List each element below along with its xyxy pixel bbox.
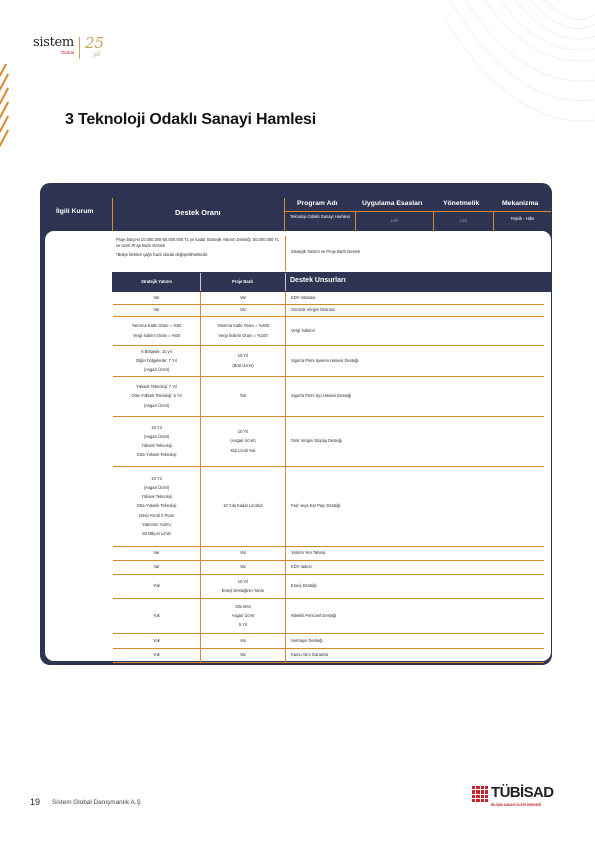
cell-proje-bazli: Var: [239, 637, 247, 643]
cell-stratejik: 50 Milyon Limiti: [142, 531, 171, 536]
column-divider: [285, 316, 286, 345]
logo-years: 25: [84, 34, 105, 52]
header-divider: [112, 198, 113, 231]
row-divider: [113, 546, 544, 547]
column-divider: [285, 416, 286, 466]
cell-destek-unsuru: Sigorta Primi İşveren Hissesi Desteği: [291, 357, 359, 363]
column-divider: [285, 376, 286, 416]
cell-stratejik: Var: [153, 550, 160, 556]
cell-stratejik: Orta-Yüksek Teknoloji: [136, 452, 177, 458]
cell-stratejik: Diğer bölgelerde: 7 Yıl: [136, 357, 177, 363]
header-divider: [284, 198, 285, 231]
page-title: 3 Teknoloji Odaklı Sanayi Hamlesi: [65, 111, 316, 128]
cell-stratejik: Yok: [153, 612, 160, 618]
column-divider: [285, 648, 286, 662]
cell-proje-bazli: Var: [239, 550, 247, 556]
row-divider: [113, 598, 544, 599]
column-divider: [285, 466, 286, 546]
logo-separator: [79, 37, 80, 59]
tubisad-subtitle: BİLİŞİM SANAYİCİLERİ DERNEĞİ: [491, 803, 542, 807]
header-ilgili-kurum: İlgili Kurum: [56, 208, 94, 215]
sistem-global-logo: [33, 36, 104, 59]
logo-sub: Global: [60, 50, 74, 55]
cell-stratejik: Yok: [153, 583, 160, 589]
cell-stratejik: Var: [153, 295, 160, 301]
cell-proje-bazli: 10 Yıl: [237, 353, 249, 359]
cell-stratejik: Var: [153, 307, 160, 313]
cell-stratejik: (Asgari Ücret): [143, 402, 170, 408]
cell-stratejik: Yok: [153, 637, 160, 643]
cell-stratejik: Yatırımın %30'u: [142, 521, 171, 527]
page-number: 19: [30, 797, 41, 807]
cell-destek-unsuru: KDV İadesi: [291, 564, 312, 570]
cell-proje-bazli: (Asgari Ücret): [230, 438, 256, 444]
cell-stratejik: 6 Bölgede: 10 yıl: [141, 348, 172, 354]
cell-proje-bazli: Var: [239, 307, 247, 313]
intro-text: [116, 237, 284, 259]
cell-destek-unsuru: Gelir Vergisi Stopajı Desteği: [291, 438, 342, 444]
cell-stratejik: 10 Yıl: [151, 475, 162, 481]
intro-line2: *Bütçe limitleri çağrı bazlı olarak değişebilmektedir.: [116, 252, 209, 258]
tubisad-grid-icon: [472, 786, 488, 802]
cell-proje-bazli: Var: [239, 564, 247, 570]
column-divider: [285, 304, 286, 316]
yonetmelik-link[interactable]: Link: [459, 218, 468, 223]
subheader-proje-bazli: Proje Bazlı: [232, 279, 253, 284]
cell-proje-bazli: Var: [239, 652, 247, 658]
logo-word: sistem: [33, 35, 74, 50]
cell-stratejik: (Asgari Ücret): [143, 367, 170, 373]
cell-stratejik: (Asgari Ücret): [143, 433, 170, 439]
intro-right: Stratejik Yatırım ve Proje Bazlı Destek: [291, 249, 361, 254]
tubisad-logo: [472, 784, 564, 814]
header-destek-orani: Destek Oranı: [175, 208, 221, 217]
cell-stratejik: Vergi İndirim Oranı = %50: [133, 332, 180, 338]
subheader-divider: [285, 273, 286, 291]
cell-stratejik: Yüksek Teknoloji: [141, 494, 172, 500]
cell-destek-unsuru: Gümrük Vergisi İstisnası: [291, 307, 336, 313]
subheader-destek-unsurlari: Destek Unsurları: [290, 277, 346, 284]
cell-stratejik: (Asgari Ücret): [143, 485, 170, 490]
row-divider: [113, 574, 544, 575]
cell-proje-bazli: 10 Yıl: [237, 578, 249, 584]
cell-stratejik: Döviz Kredi 2 Puan: [138, 512, 175, 518]
cell-stratejik: 10 Yıl: [151, 424, 162, 430]
cell-proje-bazli: 10 Yıla Kadar Limitsiz: [223, 503, 263, 509]
mekanizma-value: Teşvik - Hibe: [510, 216, 535, 221]
header-uygulama-esaslari: Uygulama Esasları: [362, 200, 423, 207]
decorative-curves: [445, 0, 595, 140]
row-divider: [113, 648, 544, 649]
column-divider: [285, 292, 286, 304]
cell-proje-bazli: Vergi İndirim Oranı = %100: [218, 332, 268, 338]
cell-stratejik: Yatırıma Katkı Oranı = %50: [131, 323, 182, 329]
row-divider: [113, 416, 544, 417]
column-divider: [285, 546, 286, 560]
intro-line1: Proje bütçesi 10.000.000-50.000.000 TL ye kadar Stratejik Yatırım Desteği, 50.000.000 TL ve üzeri Proje Bazlı Destek: [116, 237, 280, 249]
cell-destek-unsuru: Nitelikli Personel Desteği: [291, 612, 337, 618]
row-divider: [113, 376, 544, 377]
column-divider: [285, 598, 286, 633]
cell-stratejik: Yok: [153, 652, 160, 658]
uygulama-esaslari-link[interactable]: Link: [390, 218, 399, 223]
column-divider: [285, 574, 286, 598]
header-divider: [285, 211, 551, 212]
cell-proje-bazli: Asgari Ücret: [231, 612, 255, 618]
cell-proje-bazli: Yok: [239, 393, 247, 399]
row-divider: [113, 466, 544, 467]
tubisad-word: TÜBİSAD: [491, 784, 554, 801]
cell-stratejik: Var: [153, 564, 160, 570]
cell-destek-unsuru: Vergi İndirimi: [291, 327, 315, 333]
cell-destek-unsuru: Enerji Desteği: [291, 583, 317, 589]
cell-proje-bazli: Var: [239, 295, 247, 301]
logo-years-suffix: yıl: [92, 51, 101, 58]
cell-destek-unsuru: Yatırım Yeri Tahsisi: [291, 550, 326, 556]
cell-proje-bazli: Enerji Desteğinin Yarısı: [221, 588, 265, 593]
cell-proje-bazli: 5 Yıl: [238, 622, 248, 628]
cell-destek-unsuru: Sermaye Desteği: [291, 637, 323, 643]
program-adi-value: Teknoloji Odaklı Sanayi Hamlesi: [290, 214, 350, 219]
row-divider: [113, 560, 544, 561]
header-mekanizma: Mekanizma: [502, 200, 539, 207]
subheader-divider: [200, 273, 201, 291]
cell-destek-unsuru: Faiz veya Kar Payı Desteği: [291, 503, 341, 509]
subheader-stratejik: Stratejik Yatırım: [141, 279, 172, 284]
company-name: Sistem Global Danışmanlık A.Ş: [52, 799, 141, 806]
cell-stratejik: Orta-Yüksek Teknoloji: 5 Yıl: [131, 393, 182, 399]
header-program-adi: Program Adı: [297, 200, 338, 207]
cell-stratejik: Orta-Yüksek Teknoloji: [136, 503, 177, 509]
cell-proje-bazli: Kişi Limiti Yok: [230, 447, 256, 453]
decorative-stripes: [0, 64, 26, 164]
cell-destek-unsuru: Sigorta Primi İşçi Hissesi Desteği: [291, 393, 352, 399]
row-divider: [113, 633, 544, 634]
cell-destek-unsuru: Kamu Alım Garantisi: [291, 652, 329, 658]
cell-stratejik: Yüksek Teknoloji: 7 Yıl: [136, 384, 177, 390]
column-divider: [285, 345, 286, 376]
row-divider: [113, 662, 544, 663]
header-yonetmelik: Yönetmelik: [443, 200, 480, 207]
column-divider: [285, 236, 286, 271]
column-divider: [285, 560, 286, 574]
column-divider: [285, 633, 286, 648]
cell-proje-bazli: (Brüt Ücret): [232, 362, 254, 368]
cell-proje-bazli: 20x Brüt: [235, 603, 251, 609]
cell-destek-unsuru: KDV İstisnası: [291, 295, 316, 301]
cell-proje-bazli: Yatırıma Katkı Oranı = %200: [216, 323, 270, 329]
row-divider: [113, 316, 544, 317]
cell-stratejik: Yüksek Teknoloji: [141, 443, 172, 448]
cell-proje-bazli: 10 Yıl: [237, 429, 249, 435]
